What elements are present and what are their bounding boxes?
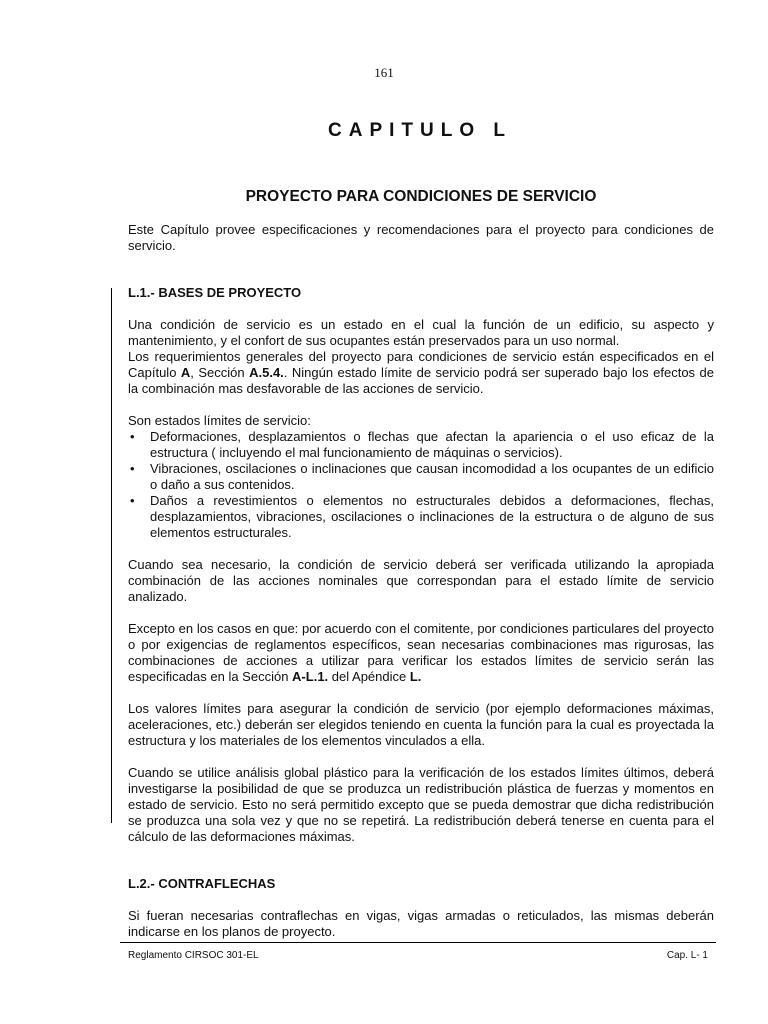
- paragraph-text: del Apéndice: [328, 669, 410, 684]
- paragraph-text: Los requerimientos generales del proyecto para condiciones de servicio están especificados en el Capítulo: [128, 349, 714, 380]
- paragraph-contraflechas: Si fueran necesarias contraflechas en vigas, vigas armadas o reticulados, las mismas deberán indicarse en los planos de proyecto.: [128, 908, 714, 939]
- chapter-title: CAPITULO L: [328, 120, 512, 141]
- paragraph-requerimientos: [128, 349, 714, 397]
- footer-page-ref: Cap. L- 1: [666, 950, 708, 961]
- paragraph-condicion-servicio: Una condición de servicio es un estado en el cual la función de un edificio, su aspecto y mantenimiento, y el confort de sus ocupantes están preservados para un uso normal.: [128, 317, 714, 348]
- revision-change-bar: [111, 288, 112, 823]
- paragraph-valores-limites: Los valores límites para asegurar la condición de servicio (por ejemplo deformaciones máximas, aceleraciones, etc.) deberán ser elegidos teniendo en cuenta la función para la cual es proyectada la estructura y los materiales de los elementos vinculados a ella.: [128, 701, 714, 748]
- page-number: 161: [374, 65, 394, 80]
- list-item: • Daños a revestimientos o elementos no estructurales debidos a deformaciones, flechas, desplazamientos, vibraciones, oscilaciones o inclinaciones de la estructura o de alguno de sus elementos estructurales.: [128, 493, 714, 541]
- paragraph-text: Excepto en los casos en que: por acuerdo con el comitente, por condiciones particulares del proyecto o por exigencias de reglamentos específicos, sean necesarias combinaciones mas rigurosas, las combinaciones de acciones a utilizar para verificar los estados límites de servicio serán las especificadas en la Sección: [128, 621, 714, 684]
- section-heading-contraflechas: L.2.- CONTRAFLECHAS: [128, 876, 276, 891]
- bold-reference: A-L.1.: [292, 669, 329, 684]
- section-heading-bases: L.1.- BASES DE PROYECTO: [128, 285, 302, 300]
- intro-paragraph: Este Capítulo provee especificaciones y recomendaciones para el proyecto para condiciones de servicio.: [128, 222, 714, 253]
- bold-reference: A.5.4.: [249, 365, 284, 380]
- list-item: • Vibraciones, oscilaciones o inclinaciones que causan incomodidad a los ocupantes de un edificio o daño a sus contenidos.: [128, 461, 714, 493]
- bold-reference: L.: [409, 669, 422, 684]
- list-intro: Son estados límites de servicio:: [128, 413, 311, 428]
- paragraph-text: , Sección: [190, 365, 250, 380]
- paragraph-text: . Ningún estado límite de servicio podrá ser superado bajo los efectos de la combinación mas desfavorable de las acciones de servicio.: [128, 365, 714, 396]
- page-content: [128, 222, 714, 940]
- paragraph-analisis-plastico: Cuando se utilice análisis global plástico para la verificación de los estados límites últimos, deberá investigarse la posibilidad de que se produzca un redistribución plástica de fuerzas y momentos en estado de servicio. Esto no será permitido excepto que se pueda demostrar que dicha redistribución se produzca una sola vez y que no se repetirá. La redistribución deberá tenerse en cuenta para el cálculo de las deformaciones máximas.: [128, 765, 714, 844]
- footer-document-name: Reglamento CIRSOC 301-EL: [128, 950, 259, 961]
- paragraph-excepto: [128, 621, 714, 685]
- chapter-subtitle: PROYECTO PARA CONDICIONES DE SERVICIO: [245, 188, 597, 205]
- footer-divider: [120, 942, 716, 943]
- bold-reference: A: [180, 365, 191, 380]
- paragraph-verificacion: Cuando sea necesario, la condición de servicio deberá ser verificada utilizando la apropiada combinación de las acciones nominales que correspondan para el estado límite de servicio analizado.: [128, 557, 714, 604]
- list-item: • Deformaciones, desplazamientos o flechas que afectan la apariencia o el uso eficaz de la estructura ( incluyendo el mal funcionamiento de máquinas o servicios).: [128, 429, 714, 461]
- limit-states-list: [128, 429, 714, 541]
